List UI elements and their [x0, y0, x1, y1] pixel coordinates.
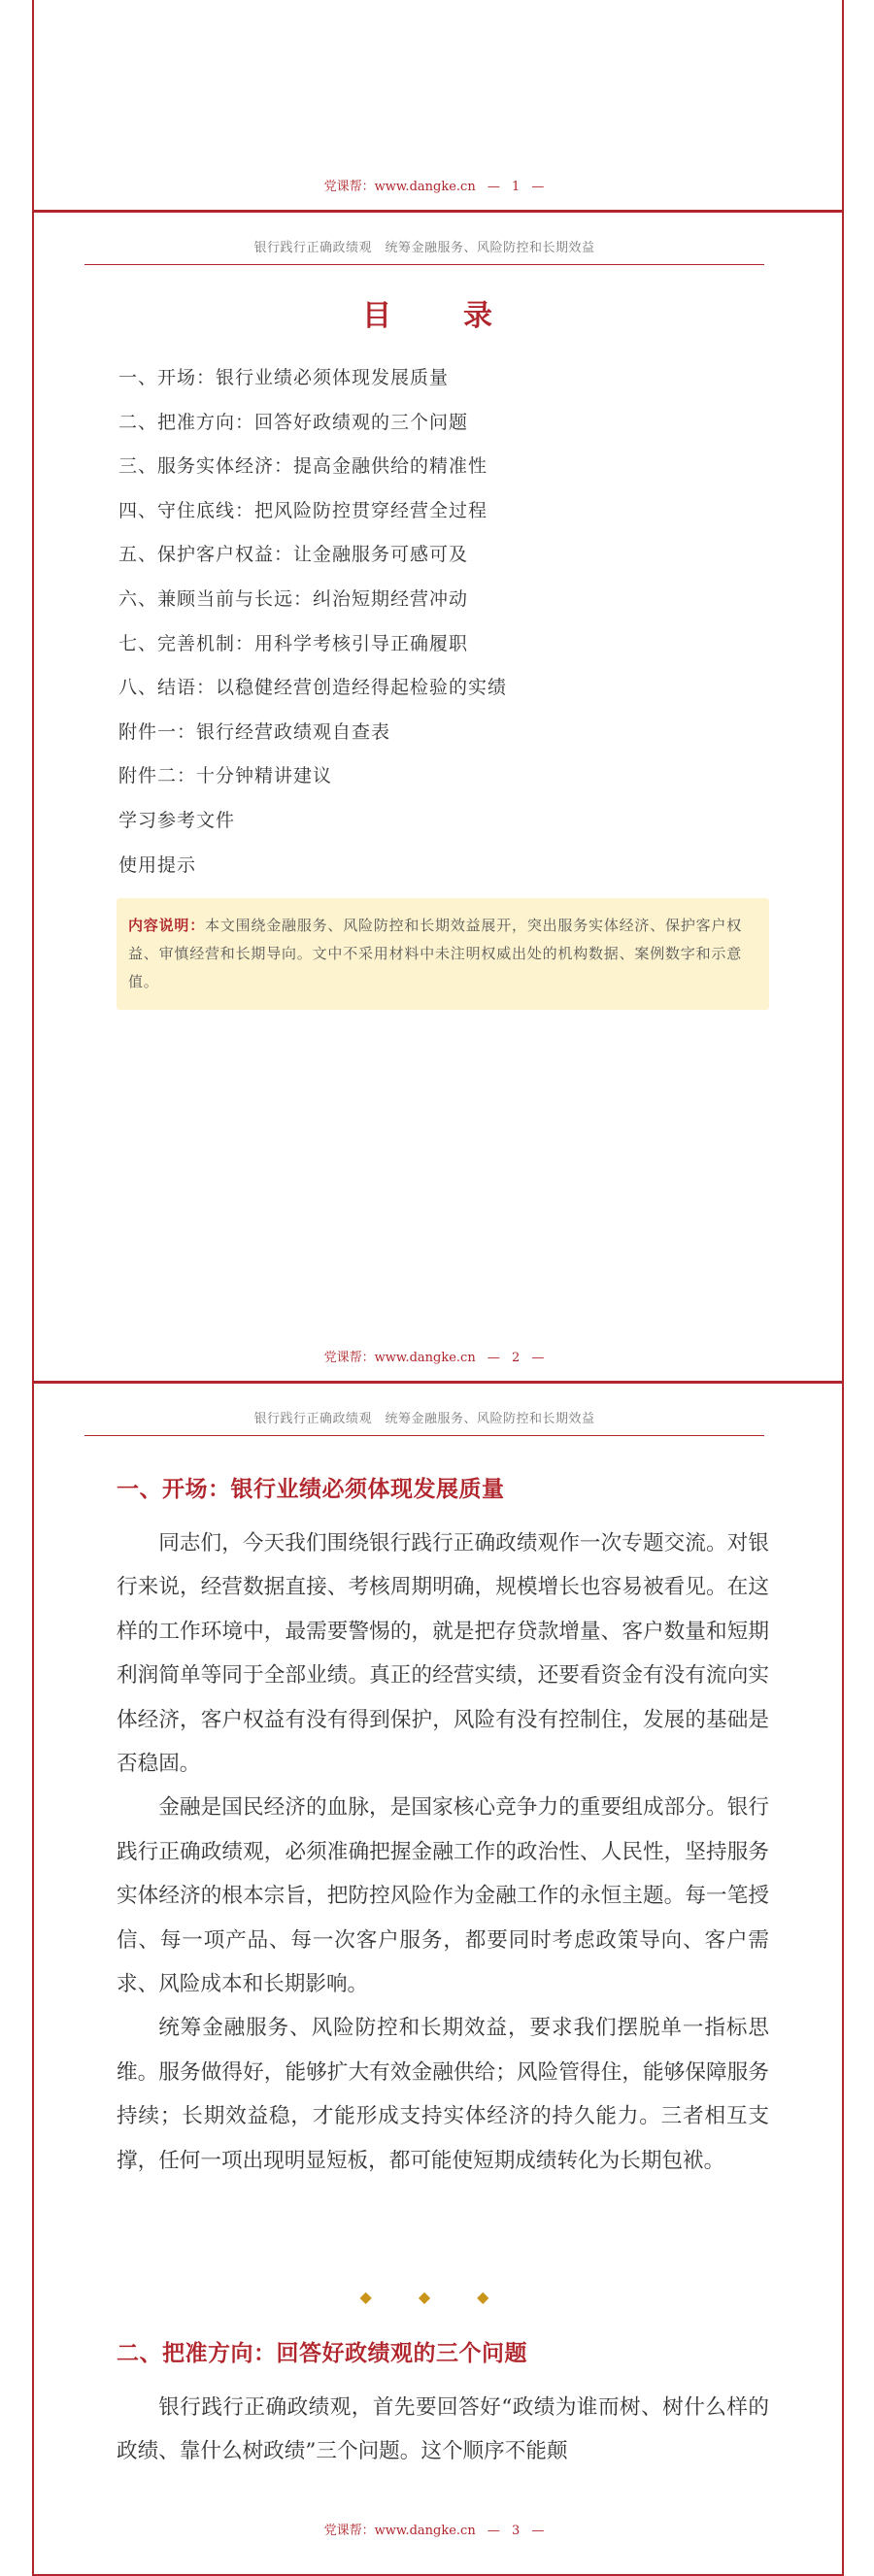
page-footer-2	[32, 1347, 844, 1365]
footer-site: 党课帮：www.dangke.cn	[323, 2524, 476, 2538]
body-paragraph: 统筹金融服务、风险防控和长期效益，要求我们摆脱单一指标思维。服务做得好，能够扩大有效金融供给；风险管得住，能够保障服务持续；长期效益稳，才能形成支持实体经济的持久能力。三者相互支撑，任何一项出现明显短板，都可能使短期成绩转化为长期包袱。	[117, 2016, 769, 2173]
footer-dash: —	[531, 2524, 545, 2538]
section-heading-2: 二、把准方向：回答好政绩观的三个问题	[117, 2340, 527, 2366]
diamond-icon: ◆	[418, 2288, 458, 2306]
footer-dash: —	[487, 2524, 500, 2538]
header-rule	[84, 1435, 764, 1436]
toc-item[interactable]: 使用提示	[118, 853, 197, 876]
toc-item[interactable]: 五、保护客户权益：让金融服务可感可及	[118, 544, 469, 566]
section-heading-1: 一、开场：银行业绩必须体现发展质量	[117, 1476, 505, 1502]
footer-dash: —	[487, 180, 500, 194]
section-divider	[32, 2288, 844, 2306]
running-header: 银行践行正确政绩观 统筹金融服务、风险防控和长期效益	[253, 241, 595, 255]
toc-item[interactable]: 学习参考文件	[118, 809, 236, 831]
footer-site: 党课帮：www.dangke.cn	[323, 1351, 476, 1365]
toc-title: 目 录	[362, 299, 514, 333]
header-rule	[84, 264, 764, 265]
toc-item[interactable]: 一、开场：银行业绩必须体现发展质量	[118, 367, 450, 388]
body-paragraph: 同志们，今天我们围绕银行践行正确政绩观作一次专题交流。对银行来说，经营数据直接、考核周期明确，规模增长也容易被看见。在这样的工作环境中，最需要警惕的，就是把存贷款增量、客户数量和短期利润简单等同于全部业绩。真正的经营实绩，还要看资金有没有流向实体经济，客户权益有没有得到保护，风险有没有控制住，发展的基础是否稳固。	[117, 1531, 769, 1777]
footer-page-number: 1	[511, 180, 521, 194]
toc-item[interactable]: 三、服务实体经济：提高金融供给的精准性	[118, 455, 488, 478]
toc-item[interactable]: 附件一：银行经营政绩观自查表	[118, 720, 391, 743]
toc-item[interactable]: 八、结语：以稳健经营创造经得起检验的实绩	[118, 677, 508, 699]
toc-item[interactable]: 四、守住底线：把风险防控贯穿经营全过程	[118, 499, 488, 521]
footer-page-number: 2	[511, 1351, 521, 1365]
footer-dash: —	[531, 1351, 545, 1365]
footer-dash: —	[487, 1351, 500, 1365]
page-footer-1	[32, 176, 844, 194]
body-paragraph: 银行践行正确政绩观，首先要回答好“政绩为谁而树、树什么样的政绩、靠什么树政绩”三个问题。这个顺序不能颠	[117, 2395, 769, 2464]
note-text: 本文围绕金融服务、风险防控和长期效益展开，突出服务实体经济、保护客户权益、审慎经营和长期导向。文中不采用材料中未注明权威出处的机构数据、案例数字和示意值。	[128, 917, 743, 990]
page-footer-3	[32, 2520, 844, 2538]
toc-item[interactable]: 七、完善机制：用科学考核引导正确履职	[118, 632, 469, 654]
section-2-body	[117, 2386, 769, 2474]
diamond-icon: ◆	[477, 2288, 517, 2306]
toc-item[interactable]: 附件二：十分钟精讲建议	[118, 765, 333, 787]
running-header: 银行践行正确政绩观 统筹金融服务、风险防控和长期效益	[253, 1412, 595, 1426]
toc-item[interactable]: 二、把准方向：回答好政绩观的三个问题	[118, 411, 469, 433]
content-note-box	[117, 898, 769, 1010]
diamond-icon: ◆	[359, 2288, 399, 2306]
section-1-body	[117, 1522, 769, 2183]
toc-list	[118, 363, 507, 894]
footer-page-number: 3	[511, 2524, 521, 2538]
footer-site: 党课帮：www.dangke.cn	[323, 180, 476, 194]
footer-dash: —	[531, 180, 545, 194]
note-label: 内容说明：	[128, 917, 206, 934]
body-paragraph: 金融是国民经济的血脉，是国家核心竞争力的重要组成部分。银行践行正确政绩观，必须准确把握金融工作的政治性、人民性，坚持服务实体经济的根本宗旨，把防控风险作为金融工作的永恒主题。每一笔授信、每一项产品、每一次客户服务，都要同时考虑政策导向、客户需求、风险成本和长期影响。	[117, 1795, 769, 1997]
toc-item[interactable]: 六、兼顾当前与长远：纠治短期经营冲动	[118, 587, 469, 610]
